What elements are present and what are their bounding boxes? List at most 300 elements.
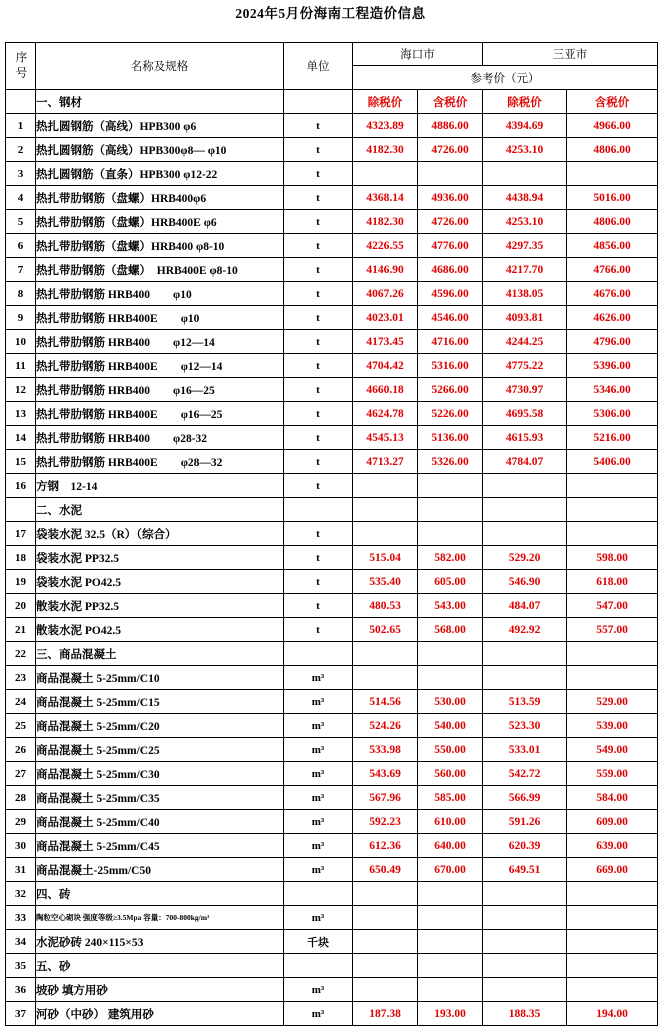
sanya-ex-tax-cell: 4615.93 [483,426,567,450]
unit-cell [284,498,353,522]
haikou-inc-tax-cell [418,906,483,930]
haikou-inc-tax-cell: 4596.00 [418,282,483,306]
unit-cell: t [284,354,353,378]
sanya-inc-tax-cell: 4966.00 [567,114,658,138]
sanya-inc-tax-cell: 4856.00 [567,234,658,258]
haikou-ex-tax-cell [353,642,418,666]
table-row [6,402,658,426]
haikou-inc-tax-cell [418,882,483,906]
price-label-cell: 含税价 [418,90,483,114]
name-cell: 热扎圆钢筋（高线）HPB300φ8— φ10 [36,138,284,162]
sanya-ex-tax-cell: 529.20 [483,546,567,570]
unit-cell: m³ [284,834,353,858]
unit-cell: t [284,570,353,594]
unit-cell: t [284,306,353,330]
haikou-inc-tax-cell: 568.00 [418,618,483,642]
name-cell: 袋装水泥 PP32.5 [36,546,284,570]
sanya-inc-tax-cell [567,906,658,930]
table-row [6,450,658,474]
sanya-inc-tax-cell: 639.00 [567,834,658,858]
sanya-inc-tax-cell: 549.00 [567,738,658,762]
haikou-ex-tax-cell [353,954,418,978]
name-cell: 热扎带肋钢筋 HRB400E φ28—32 [36,450,284,474]
sanya-inc-tax-cell: 4806.00 [567,210,658,234]
haikou-ex-tax-cell: 515.04 [353,546,418,570]
sanya-inc-tax-cell [567,954,658,978]
name-cell: 五、砂 [36,954,284,978]
name-cell: 三、商品混凝土 [36,642,284,666]
seq-cell: 12 [6,378,36,402]
haikou-ex-tax-cell [353,978,418,1002]
table-row [6,474,658,498]
section-row [6,498,658,522]
name-cell: 坡砂 填方用砂 [36,978,284,1002]
seq-cell: 10 [6,330,36,354]
seq-cell: 19 [6,570,36,594]
table-row [6,1002,658,1026]
table-row [6,690,658,714]
name-cell: 散装水泥 PO42.5 [36,618,284,642]
haikou-ex-tax-cell: 4624.78 [353,402,418,426]
sanya-ex-tax-cell: 4438.94 [483,186,567,210]
sanya-ex-tax-cell: 523.30 [483,714,567,738]
col-header-seq: 序号 [6,43,36,90]
table-row [6,162,658,186]
sanya-ex-tax-cell: 4217.70 [483,258,567,282]
sanya-inc-tax-cell: 5216.00 [567,426,658,450]
haikou-ex-tax-cell: 4067.26 [353,282,418,306]
sanya-ex-tax-cell [483,162,567,186]
haikou-ex-tax-cell: 187.38 [353,1002,418,1026]
sanya-inc-tax-cell [567,978,658,1002]
unit-cell: m³ [284,690,353,714]
name-cell: 热扎带肋钢筋（盘螺） HRB400E φ8-10 [36,258,284,282]
name-cell: 热扎圆钢筋（高线）HPB300 φ6 [36,114,284,138]
seq-cell [6,90,36,114]
haikou-inc-tax-cell [418,522,483,546]
unit-cell: t [284,594,353,618]
sanya-inc-tax-cell [567,162,658,186]
unit-cell: t [284,186,353,210]
haikou-inc-tax-cell: 4686.00 [418,258,483,282]
seq-cell: 33 [6,906,36,930]
table-row [6,858,658,882]
seq-cell: 25 [6,714,36,738]
name-cell: 热扎带肋钢筋 HRB400E φ12—14 [36,354,284,378]
sanya-inc-tax-cell: 539.00 [567,714,658,738]
seq-cell: 7 [6,258,36,282]
seq-cell: 27 [6,762,36,786]
haikou-inc-tax-cell: 5326.00 [418,450,483,474]
table-row [6,378,658,402]
haikou-ex-tax-cell: 543.69 [353,762,418,786]
section-row [6,642,658,666]
sanya-ex-tax-cell: 4093.81 [483,306,567,330]
sanya-inc-tax-cell: 584.00 [567,786,658,810]
unit-cell [284,90,353,114]
haikou-inc-tax-cell: 530.00 [418,690,483,714]
haikou-ex-tax-cell [353,474,418,498]
table-row [6,258,658,282]
sanya-inc-tax-cell: 5396.00 [567,354,658,378]
seq-cell: 31 [6,858,36,882]
table-row [6,738,658,762]
haikou-ex-tax-cell: 567.96 [353,786,418,810]
name-cell: 热扎带肋钢筋（盘螺）HRB400E φ6 [36,210,284,234]
seq-cell: 28 [6,786,36,810]
sanya-ex-tax-cell [483,882,567,906]
sanya-ex-tax-cell: 4297.35 [483,234,567,258]
table-body [6,90,658,1026]
seq-cell: 13 [6,402,36,426]
sanya-ex-tax-cell: 513.59 [483,690,567,714]
col-header-ref-price: 参考价（元） [353,66,658,90]
unit-cell: t [284,546,353,570]
unit-cell: t [284,138,353,162]
table-row [6,618,658,642]
price-label-cell: 含税价 [567,90,658,114]
unit-cell: m³ [284,714,353,738]
sanya-inc-tax-cell: 547.00 [567,594,658,618]
haikou-ex-tax-cell: 4226.55 [353,234,418,258]
haikou-inc-tax-cell [418,162,483,186]
name-cell: 商品混凝土 5-25mm/C35 [36,786,284,810]
seq-cell: 20 [6,594,36,618]
table-row [6,834,658,858]
seq-cell: 2 [6,138,36,162]
price-table [5,42,658,1026]
sanya-ex-tax-cell: 542.72 [483,762,567,786]
sanya-inc-tax-cell: 5406.00 [567,450,658,474]
table-row [6,186,658,210]
seq-cell: 17 [6,522,36,546]
unit-cell [284,882,353,906]
haikou-inc-tax-cell [418,930,483,954]
haikou-inc-tax-cell: 5316.00 [418,354,483,378]
sanya-ex-tax-cell [483,954,567,978]
haikou-ex-tax-cell: 612.36 [353,834,418,858]
table-row [6,594,658,618]
sanya-inc-tax-cell: 609.00 [567,810,658,834]
name-cell: 袋装水泥 PO42.5 [36,570,284,594]
sanya-ex-tax-cell: 4695.58 [483,402,567,426]
name-cell: 袋装水泥 32.5（R）（综合） [36,522,284,546]
haikou-ex-tax-cell: 650.49 [353,858,418,882]
seq-cell [6,498,36,522]
haikou-inc-tax-cell: 585.00 [418,786,483,810]
seq-cell: 29 [6,810,36,834]
unit-cell: m³ [284,978,353,1002]
haikou-ex-tax-cell: 502.65 [353,618,418,642]
seq-cell: 16 [6,474,36,498]
haikou-inc-tax-cell: 5266.00 [418,378,483,402]
col-header-unit: 单位 [284,43,353,90]
haikou-ex-tax-cell: 4660.18 [353,378,418,402]
sanya-inc-tax-cell: 4766.00 [567,258,658,282]
haikou-ex-tax-cell: 4323.89 [353,114,418,138]
unit-cell: m³ [284,1002,353,1026]
sanya-ex-tax-cell [483,666,567,690]
haikou-inc-tax-cell: 4886.00 [418,114,483,138]
table-row [6,426,658,450]
seq-cell: 11 [6,354,36,378]
sanya-ex-tax-cell: 4244.25 [483,330,567,354]
table-row [6,546,658,570]
unit-cell: m³ [284,762,353,786]
haikou-inc-tax-cell [418,474,483,498]
sanya-inc-tax-cell: 557.00 [567,618,658,642]
haikou-inc-tax-cell: 670.00 [418,858,483,882]
unit-cell: m³ [284,906,353,930]
haikou-ex-tax-cell: 4545.13 [353,426,418,450]
sanya-ex-tax-cell: 4775.22 [483,354,567,378]
sanya-ex-tax-cell: 4730.97 [483,378,567,402]
section-row [6,90,658,114]
haikou-ex-tax-cell [353,522,418,546]
sanya-ex-tax-cell: 4138.05 [483,282,567,306]
sanya-inc-tax-cell: 598.00 [567,546,658,570]
sanya-ex-tax-cell [483,474,567,498]
sanya-ex-tax-cell: 4394.69 [483,114,567,138]
sanya-ex-tax-cell: 188.35 [483,1002,567,1026]
seq-cell: 26 [6,738,36,762]
haikou-inc-tax-cell: 4716.00 [418,330,483,354]
sanya-inc-tax-cell: 4796.00 [567,330,658,354]
name-cell: 散装水泥 PP32.5 [36,594,284,618]
haikou-ex-tax-cell: 4146.90 [353,258,418,282]
haikou-inc-tax-cell: 540.00 [418,714,483,738]
haikou-ex-tax-cell: 524.26 [353,714,418,738]
sanya-ex-tax-cell [483,930,567,954]
table-row [6,810,658,834]
unit-cell: t [284,450,353,474]
unit-cell [284,642,353,666]
unit-cell: t [284,234,353,258]
name-cell: 热扎带肋钢筋（盘螺）HRB400φ6 [36,186,284,210]
sanya-ex-tax-cell [483,498,567,522]
table-row [6,234,658,258]
haikou-inc-tax-cell [418,978,483,1002]
unit-cell: t [284,114,353,138]
name-cell: 热扎带肋钢筋 HRB400 φ12—14 [36,330,284,354]
sanya-ex-tax-cell [483,642,567,666]
seq-cell: 4 [6,186,36,210]
haikou-inc-tax-cell: 4546.00 [418,306,483,330]
haikou-inc-tax-cell: 640.00 [418,834,483,858]
haikou-ex-tax-cell: 592.23 [353,810,418,834]
seq-cell: 5 [6,210,36,234]
sanya-ex-tax-cell: 4784.07 [483,450,567,474]
unit-cell: m³ [284,858,353,882]
sanya-ex-tax-cell: 546.90 [483,570,567,594]
seq-cell: 22 [6,642,36,666]
name-cell: 商品混凝土 5-25mm/C40 [36,810,284,834]
name-cell: 商品混凝土 5-25mm/C25 [36,738,284,762]
haikou-inc-tax-cell: 4726.00 [418,210,483,234]
seq-cell: 18 [6,546,36,570]
seq-cell: 1 [6,114,36,138]
table-row [6,762,658,786]
sanya-inc-tax-cell: 5306.00 [567,402,658,426]
haikou-inc-tax-cell: 543.00 [418,594,483,618]
table-row [6,930,658,954]
name-cell: 陶粒空心砌块 强度等级≥3.5Mpa 容量：700-800kg/m³ [36,906,284,930]
seq-cell: 24 [6,690,36,714]
unit-cell: 千块 [284,930,353,954]
haikou-inc-tax-cell [418,642,483,666]
table-row [6,210,658,234]
sanya-inc-tax-cell [567,498,658,522]
sanya-inc-tax-cell: 559.00 [567,762,658,786]
table-row [6,330,658,354]
seq-cell: 23 [6,666,36,690]
name-cell: 热扎带肋钢筋 HRB400 φ10 [36,282,284,306]
haikou-inc-tax-cell: 610.00 [418,810,483,834]
haikou-inc-tax-cell [418,498,483,522]
seq-cell: 34 [6,930,36,954]
haikou-ex-tax-cell [353,906,418,930]
haikou-ex-tax-cell: 4023.01 [353,306,418,330]
table-row [6,282,658,306]
haikou-ex-tax-cell: 4713.27 [353,450,418,474]
sanya-inc-tax-cell: 4626.00 [567,306,658,330]
sanya-ex-tax-cell: 484.07 [483,594,567,618]
haikou-inc-tax-cell [418,954,483,978]
haikou-ex-tax-cell: 535.40 [353,570,418,594]
seq-cell: 36 [6,978,36,1002]
sanya-inc-tax-cell: 529.00 [567,690,658,714]
col-header-sanya: 三亚市 [483,43,658,66]
haikou-ex-tax-cell: 514.56 [353,690,418,714]
table-row [6,666,658,690]
seq-cell: 32 [6,882,36,906]
haikou-inc-tax-cell: 5136.00 [418,426,483,450]
unit-cell: m³ [284,786,353,810]
sanya-ex-tax-cell [483,906,567,930]
table-row [6,114,658,138]
name-cell: 四、砖 [36,882,284,906]
unit-cell: t [284,210,353,234]
haikou-inc-tax-cell: 605.00 [418,570,483,594]
sanya-ex-tax-cell [483,522,567,546]
unit-cell: m³ [284,810,353,834]
sanya-ex-tax-cell: 492.92 [483,618,567,642]
unit-cell: t [284,474,353,498]
sanya-inc-tax-cell: 5346.00 [567,378,658,402]
name-cell: 热扎带肋钢筋 HRB400E φ16—25 [36,402,284,426]
haikou-ex-tax-cell [353,162,418,186]
seq-cell: 14 [6,426,36,450]
name-cell: 商品混凝土 5-25mm/C45 [36,834,284,858]
unit-cell [284,954,353,978]
table-row [6,786,658,810]
sanya-ex-tax-cell: 566.99 [483,786,567,810]
haikou-ex-tax-cell: 4704.42 [353,354,418,378]
section-row [6,882,658,906]
name-cell: 商品混凝土 5-25mm/C15 [36,690,284,714]
haikou-ex-tax-cell: 533.98 [353,738,418,762]
seq-cell: 30 [6,834,36,858]
name-cell: 商品混凝土-25mm/C50 [36,858,284,882]
table-row [6,978,658,1002]
haikou-ex-tax-cell: 4182.30 [353,138,418,162]
name-cell: 商品混凝土 5-25mm/C10 [36,666,284,690]
sanya-inc-tax-cell: 4676.00 [567,282,658,306]
sanya-ex-tax-cell: 620.39 [483,834,567,858]
seq-cell: 15 [6,450,36,474]
table-row [6,138,658,162]
haikou-ex-tax-cell [353,498,418,522]
unit-cell: t [284,426,353,450]
name-cell: 方钢 12-14 [36,474,284,498]
name-cell: 热扎带肋钢筋 HRB400 φ16—25 [36,378,284,402]
name-cell: 商品混凝土 5-25mm/C20 [36,714,284,738]
unit-cell: t [284,402,353,426]
seq-cell: 6 [6,234,36,258]
haikou-ex-tax-cell: 4173.45 [353,330,418,354]
haikou-inc-tax-cell [418,666,483,690]
unit-cell: t [284,378,353,402]
haikou-inc-tax-cell: 4776.00 [418,234,483,258]
seq-cell: 3 [6,162,36,186]
table-row [6,714,658,738]
name-cell: 商品混凝土 5-25mm/C30 [36,762,284,786]
unit-cell: t [284,162,353,186]
seq-cell: 21 [6,618,36,642]
haikou-inc-tax-cell: 560.00 [418,762,483,786]
name-cell: 一、钢材 [36,90,284,114]
sanya-inc-tax-cell [567,522,658,546]
haikou-ex-tax-cell: 4368.14 [353,186,418,210]
sanya-ex-tax-cell: 591.26 [483,810,567,834]
seq-cell: 8 [6,282,36,306]
sanya-ex-tax-cell: 649.51 [483,858,567,882]
seq-cell: 37 [6,1002,36,1026]
sanya-inc-tax-cell: 618.00 [567,570,658,594]
table-row [6,570,658,594]
sanya-inc-tax-cell [567,666,658,690]
unit-cell: m³ [284,666,353,690]
unit-cell: t [284,258,353,282]
sanya-ex-tax-cell: 533.01 [483,738,567,762]
col-header-name: 名称及规格 [36,43,284,90]
haikou-inc-tax-cell: 193.00 [418,1002,483,1026]
haikou-ex-tax-cell [353,882,418,906]
haikou-ex-tax-cell: 480.53 [353,594,418,618]
name-cell: 河砂（中砂） 建筑用砂 [36,1002,284,1026]
price-label-cell: 除税价 [483,90,567,114]
name-cell: 水泥砂砖 240×115×53 [36,930,284,954]
table-row [6,522,658,546]
sanya-inc-tax-cell: 194.00 [567,1002,658,1026]
name-cell: 热扎带肋钢筋 HRB400E φ10 [36,306,284,330]
name-cell: 二、水泥 [36,498,284,522]
sanya-inc-tax-cell [567,930,658,954]
sanya-ex-tax-cell [483,978,567,1002]
sanya-inc-tax-cell: 4806.00 [567,138,658,162]
unit-cell: t [284,618,353,642]
name-cell: 热扎带肋钢筋 HRB400 φ28-32 [36,426,284,450]
sanya-inc-tax-cell [567,642,658,666]
seq-cell: 35 [6,954,36,978]
haikou-ex-tax-cell [353,930,418,954]
section-row [6,954,658,978]
haikou-inc-tax-cell: 4726.00 [418,138,483,162]
name-cell: 热扎圆钢筋（直条）HPB300 φ12-22 [36,162,284,186]
page-title: 2024年5月份海南工程造价信息 [235,6,426,21]
haikou-ex-tax-cell [353,666,418,690]
haikou-inc-tax-cell: 550.00 [418,738,483,762]
